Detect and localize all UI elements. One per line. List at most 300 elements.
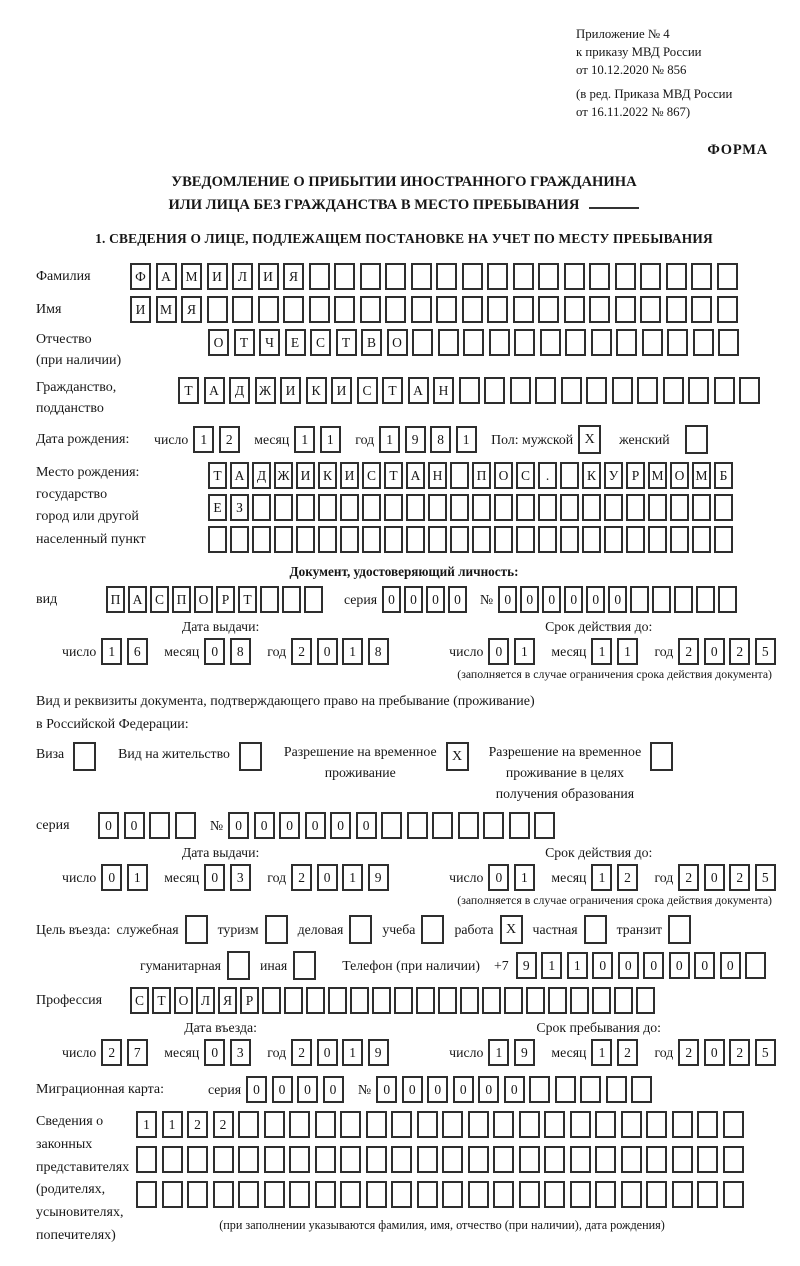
char-box[interactable] bbox=[621, 1181, 642, 1208]
char-box[interactable] bbox=[516, 526, 535, 553]
char-box[interactable]: 0 bbox=[478, 1076, 499, 1103]
char-box[interactable]: 0 bbox=[317, 1039, 338, 1066]
char-box[interactable] bbox=[487, 296, 508, 323]
char-box[interactable] bbox=[438, 987, 457, 1014]
stay-day-boxes[interactable] bbox=[488, 1039, 539, 1066]
char-box[interactable] bbox=[406, 526, 425, 553]
char-box[interactable] bbox=[289, 1146, 310, 1173]
char-box[interactable]: И bbox=[280, 377, 301, 404]
char-box[interactable] bbox=[565, 329, 586, 356]
char-box[interactable]: С bbox=[516, 462, 535, 489]
char-box[interactable]: А bbox=[204, 377, 225, 404]
guardians-row3-boxes[interactable] bbox=[136, 1181, 748, 1208]
char-box[interactable]: 2 bbox=[291, 1039, 312, 1066]
char-box[interactable]: Я bbox=[283, 263, 304, 290]
char-box[interactable]: 1 bbox=[342, 638, 363, 665]
char-box[interactable] bbox=[544, 1111, 565, 1138]
char-box[interactable]: 7 bbox=[127, 1039, 148, 1066]
char-box[interactable] bbox=[672, 1111, 693, 1138]
iddoc-valid-year-boxes[interactable] bbox=[678, 638, 780, 665]
char-box[interactable] bbox=[436, 296, 457, 323]
char-box[interactable] bbox=[723, 1181, 744, 1208]
char-box[interactable]: 9 bbox=[368, 1039, 389, 1066]
char-box[interactable]: 9 bbox=[405, 426, 426, 453]
char-box[interactable]: 1 bbox=[294, 426, 315, 453]
char-box[interactable] bbox=[723, 1146, 744, 1173]
char-box[interactable] bbox=[615, 296, 636, 323]
char-box[interactable] bbox=[252, 494, 271, 521]
char-box[interactable] bbox=[334, 263, 355, 290]
temp-residence-edu-checkbox[interactable] bbox=[650, 742, 673, 771]
char-box[interactable] bbox=[595, 1111, 616, 1138]
char-box[interactable] bbox=[714, 377, 735, 404]
residence-valid-year-boxes[interactable] bbox=[678, 864, 780, 891]
char-box[interactable] bbox=[621, 1146, 642, 1173]
char-box[interactable] bbox=[612, 377, 633, 404]
male-checkbox[interactable]: X bbox=[578, 425, 601, 454]
iddoc-valid-month-boxes[interactable] bbox=[591, 638, 642, 665]
char-box[interactable]: 5 bbox=[755, 1039, 776, 1066]
char-box[interactable] bbox=[366, 1111, 387, 1138]
char-box[interactable]: И bbox=[340, 462, 359, 489]
char-box[interactable] bbox=[555, 1076, 576, 1103]
char-box[interactable] bbox=[462, 263, 483, 290]
residence-valid-day-boxes[interactable] bbox=[488, 864, 539, 891]
char-box[interactable] bbox=[631, 1076, 652, 1103]
char-box[interactable] bbox=[385, 296, 406, 323]
char-box[interactable] bbox=[646, 1111, 667, 1138]
birthplace-row2-boxes[interactable] bbox=[208, 494, 736, 521]
char-box[interactable] bbox=[591, 329, 612, 356]
char-box[interactable] bbox=[630, 586, 649, 613]
char-box[interactable]: Я bbox=[181, 296, 202, 323]
char-box[interactable]: Т bbox=[234, 329, 255, 356]
char-box[interactable]: О bbox=[194, 586, 213, 613]
char-box[interactable] bbox=[384, 494, 403, 521]
char-box[interactable]: 1 bbox=[342, 1039, 363, 1066]
char-box[interactable] bbox=[570, 987, 589, 1014]
char-box[interactable] bbox=[315, 1111, 336, 1138]
char-box[interactable] bbox=[516, 494, 535, 521]
char-box[interactable]: И bbox=[296, 462, 315, 489]
char-box[interactable]: Т bbox=[152, 987, 171, 1014]
char-box[interactable] bbox=[309, 263, 330, 290]
char-box[interactable] bbox=[513, 296, 534, 323]
char-box[interactable]: С bbox=[130, 987, 149, 1014]
char-box[interactable] bbox=[688, 377, 709, 404]
char-box[interactable] bbox=[640, 296, 661, 323]
char-box[interactable] bbox=[666, 263, 687, 290]
char-box[interactable] bbox=[372, 987, 391, 1014]
char-box[interactable]: 0 bbox=[426, 586, 445, 613]
char-box[interactable] bbox=[274, 494, 293, 521]
char-box[interactable]: О bbox=[208, 329, 229, 356]
char-box[interactable]: 0 bbox=[586, 586, 605, 613]
char-box[interactable] bbox=[616, 329, 637, 356]
char-box[interactable]: Л bbox=[232, 263, 253, 290]
char-box[interactable] bbox=[494, 494, 513, 521]
char-box[interactable] bbox=[411, 296, 432, 323]
char-box[interactable] bbox=[450, 526, 469, 553]
char-box[interactable]: 2 bbox=[617, 864, 638, 891]
char-box[interactable] bbox=[718, 586, 737, 613]
char-box[interactable] bbox=[582, 526, 601, 553]
char-box[interactable]: 0 bbox=[448, 586, 467, 613]
char-box[interactable] bbox=[636, 987, 655, 1014]
char-box[interactable] bbox=[258, 296, 279, 323]
char-box[interactable] bbox=[213, 1146, 234, 1173]
char-box[interactable] bbox=[723, 1111, 744, 1138]
char-box[interactable] bbox=[589, 296, 610, 323]
char-box[interactable]: 2 bbox=[291, 638, 312, 665]
char-box[interactable]: 0 bbox=[297, 1076, 318, 1103]
char-box[interactable]: 2 bbox=[617, 1039, 638, 1066]
char-box[interactable] bbox=[436, 263, 457, 290]
familiya-boxes[interactable] bbox=[130, 263, 742, 290]
char-box[interactable] bbox=[538, 494, 557, 521]
birthplace-row3-boxes[interactable] bbox=[208, 526, 736, 553]
char-box[interactable]: 1 bbox=[617, 638, 638, 665]
char-box[interactable] bbox=[509, 812, 530, 839]
char-box[interactable]: 1 bbox=[162, 1111, 183, 1138]
char-box[interactable] bbox=[406, 494, 425, 521]
char-box[interactable] bbox=[412, 329, 433, 356]
char-box[interactable]: 0 bbox=[520, 586, 539, 613]
birth-day-boxes[interactable] bbox=[193, 426, 244, 453]
char-box[interactable] bbox=[306, 987, 325, 1014]
char-box[interactable] bbox=[560, 494, 579, 521]
char-box[interactable] bbox=[362, 526, 381, 553]
char-box[interactable]: 2 bbox=[101, 1039, 122, 1066]
char-box[interactable] bbox=[284, 987, 303, 1014]
char-box[interactable] bbox=[595, 1181, 616, 1208]
char-box[interactable]: 0 bbox=[101, 864, 122, 891]
char-box[interactable] bbox=[350, 987, 369, 1014]
char-box[interactable] bbox=[493, 1146, 514, 1173]
char-box[interactable] bbox=[693, 329, 714, 356]
char-box[interactable] bbox=[519, 1181, 540, 1208]
iddoc-valid-day-boxes[interactable] bbox=[488, 638, 539, 665]
char-box[interactable]: О bbox=[174, 987, 193, 1014]
char-box[interactable] bbox=[718, 329, 739, 356]
char-box[interactable]: 0 bbox=[564, 586, 583, 613]
char-box[interactable] bbox=[282, 586, 301, 613]
char-box[interactable] bbox=[514, 329, 535, 356]
char-box[interactable] bbox=[472, 494, 491, 521]
char-box[interactable]: Т bbox=[384, 462, 403, 489]
char-box[interactable]: 0 bbox=[228, 812, 249, 839]
char-box[interactable] bbox=[592, 987, 611, 1014]
char-box[interactable]: А bbox=[230, 462, 249, 489]
char-box[interactable] bbox=[274, 526, 293, 553]
char-box[interactable] bbox=[561, 377, 582, 404]
char-box[interactable] bbox=[264, 1146, 285, 1173]
char-box[interactable] bbox=[417, 1111, 438, 1138]
char-box[interactable]: 1 bbox=[591, 1039, 612, 1066]
char-box[interactable] bbox=[667, 329, 688, 356]
char-box[interactable]: 0 bbox=[694, 952, 715, 979]
char-box[interactable] bbox=[615, 263, 636, 290]
char-box[interactable]: 0 bbox=[504, 1076, 525, 1103]
char-box[interactable]: 0 bbox=[305, 812, 326, 839]
char-box[interactable] bbox=[564, 296, 585, 323]
char-box[interactable]: 1 bbox=[379, 426, 400, 453]
char-box[interactable] bbox=[589, 263, 610, 290]
char-box[interactable] bbox=[621, 1111, 642, 1138]
char-box[interactable]: Д bbox=[252, 462, 271, 489]
char-box[interactable] bbox=[432, 812, 453, 839]
char-box[interactable] bbox=[519, 1111, 540, 1138]
char-box[interactable]: 0 bbox=[488, 864, 509, 891]
char-box[interactable] bbox=[614, 987, 633, 1014]
char-box[interactable]: Т bbox=[336, 329, 357, 356]
char-box[interactable] bbox=[264, 1111, 285, 1138]
char-box[interactable] bbox=[489, 329, 510, 356]
char-box[interactable] bbox=[162, 1146, 183, 1173]
char-box[interactable]: 2 bbox=[291, 864, 312, 891]
char-box[interactable]: 1 bbox=[320, 426, 341, 453]
birthplace-row1-boxes[interactable] bbox=[208, 462, 736, 489]
char-box[interactable] bbox=[360, 296, 381, 323]
char-box[interactable] bbox=[637, 377, 658, 404]
char-box[interactable]: И bbox=[130, 296, 151, 323]
char-box[interactable] bbox=[468, 1181, 489, 1208]
char-box[interactable] bbox=[438, 329, 459, 356]
residence-issue-month-boxes[interactable] bbox=[204, 864, 255, 891]
char-box[interactable] bbox=[663, 377, 684, 404]
char-box[interactable]: К bbox=[582, 462, 601, 489]
temp-residence-checkbox[interactable]: X bbox=[446, 742, 469, 771]
profession-boxes[interactable] bbox=[130, 987, 658, 1014]
char-box[interactable] bbox=[570, 1146, 591, 1173]
migration-number-boxes[interactable] bbox=[376, 1076, 657, 1103]
char-box[interactable] bbox=[187, 1146, 208, 1173]
char-box[interactable] bbox=[717, 263, 738, 290]
guardians-row1-boxes[interactable] bbox=[136, 1111, 748, 1138]
char-box[interactable] bbox=[340, 494, 359, 521]
char-box[interactable] bbox=[296, 494, 315, 521]
char-box[interactable] bbox=[360, 263, 381, 290]
char-box[interactable] bbox=[416, 987, 435, 1014]
doc-type-boxes[interactable] bbox=[106, 586, 326, 613]
char-box[interactable] bbox=[315, 1146, 336, 1173]
char-box[interactable]: А bbox=[156, 263, 177, 290]
char-box[interactable]: 9 bbox=[514, 1039, 535, 1066]
char-box[interactable] bbox=[534, 812, 555, 839]
char-box[interactable] bbox=[366, 1146, 387, 1173]
char-box[interactable] bbox=[670, 494, 689, 521]
char-box[interactable]: 0 bbox=[669, 952, 690, 979]
char-box[interactable] bbox=[642, 329, 663, 356]
char-box[interactable] bbox=[646, 1181, 667, 1208]
char-box[interactable]: 8 bbox=[230, 638, 251, 665]
char-box[interactable]: Ж bbox=[255, 377, 276, 404]
char-box[interactable]: П bbox=[106, 586, 125, 613]
char-box[interactable]: 0 bbox=[356, 812, 377, 839]
char-box[interactable] bbox=[692, 526, 711, 553]
char-box[interactable]: 1 bbox=[567, 952, 588, 979]
char-box[interactable]: 0 bbox=[704, 864, 725, 891]
char-box[interactable]: 0 bbox=[704, 638, 725, 665]
char-box[interactable]: С bbox=[362, 462, 381, 489]
char-box[interactable] bbox=[394, 987, 413, 1014]
char-box[interactable] bbox=[238, 1146, 259, 1173]
char-box[interactable] bbox=[666, 296, 687, 323]
char-box[interactable]: 0 bbox=[704, 1039, 725, 1066]
guardians-row2-boxes[interactable] bbox=[136, 1146, 748, 1173]
char-box[interactable] bbox=[304, 586, 323, 613]
char-box[interactable] bbox=[232, 296, 253, 323]
char-box[interactable] bbox=[604, 526, 623, 553]
char-box[interactable]: К bbox=[306, 377, 327, 404]
char-box[interactable]: Р bbox=[626, 462, 645, 489]
char-box[interactable]: 1 bbox=[591, 864, 612, 891]
char-box[interactable] bbox=[208, 526, 227, 553]
char-box[interactable] bbox=[289, 1181, 310, 1208]
purpose-humanitarian-checkbox[interactable] bbox=[227, 951, 250, 980]
char-box[interactable]: М bbox=[648, 462, 667, 489]
char-box[interactable] bbox=[482, 987, 501, 1014]
char-box[interactable]: 2 bbox=[678, 864, 699, 891]
char-box[interactable]: 2 bbox=[729, 864, 750, 891]
char-box[interactable]: И bbox=[207, 263, 228, 290]
char-box[interactable] bbox=[535, 377, 556, 404]
char-box[interactable]: К bbox=[318, 462, 337, 489]
char-box[interactable]: Я bbox=[218, 987, 237, 1014]
char-box[interactable] bbox=[318, 494, 337, 521]
char-box[interactable] bbox=[626, 526, 645, 553]
char-box[interactable]: 1 bbox=[193, 426, 214, 453]
char-box[interactable] bbox=[717, 296, 738, 323]
char-box[interactable] bbox=[458, 812, 479, 839]
birth-year-boxes[interactable] bbox=[379, 426, 481, 453]
char-box[interactable]: 3 bbox=[230, 864, 251, 891]
char-box[interactable]: 1 bbox=[514, 864, 535, 891]
char-box[interactable]: 0 bbox=[323, 1076, 344, 1103]
char-box[interactable]: 9 bbox=[516, 952, 537, 979]
char-box[interactable]: 2 bbox=[219, 426, 240, 453]
char-box[interactable] bbox=[595, 1146, 616, 1173]
char-box[interactable]: 0 bbox=[279, 812, 300, 839]
char-box[interactable]: С bbox=[150, 586, 169, 613]
char-box[interactable]: Т bbox=[178, 377, 199, 404]
female-checkbox[interactable] bbox=[685, 425, 708, 454]
char-box[interactable]: 5 bbox=[755, 864, 776, 891]
char-box[interactable] bbox=[648, 494, 667, 521]
char-box[interactable] bbox=[238, 1181, 259, 1208]
char-box[interactable] bbox=[626, 494, 645, 521]
char-box[interactable]: М bbox=[156, 296, 177, 323]
char-box[interactable]: 0 bbox=[404, 586, 423, 613]
char-box[interactable] bbox=[538, 526, 557, 553]
char-box[interactable] bbox=[460, 987, 479, 1014]
char-box[interactable] bbox=[468, 1111, 489, 1138]
char-box[interactable]: З bbox=[230, 494, 249, 521]
char-box[interactable] bbox=[207, 296, 228, 323]
char-box[interactable] bbox=[697, 1181, 718, 1208]
char-box[interactable]: М bbox=[181, 263, 202, 290]
char-box[interactable]: О bbox=[670, 462, 689, 489]
char-box[interactable]: Б bbox=[714, 462, 733, 489]
char-box[interactable]: 0 bbox=[124, 812, 145, 839]
otchestvo-boxes[interactable] bbox=[208, 329, 744, 356]
char-box[interactable]: 0 bbox=[720, 952, 741, 979]
phone-boxes[interactable] bbox=[516, 952, 771, 979]
char-box[interactable] bbox=[260, 586, 279, 613]
char-box[interactable] bbox=[586, 377, 607, 404]
char-box[interactable] bbox=[472, 526, 491, 553]
char-box[interactable] bbox=[340, 1146, 361, 1173]
char-box[interactable]: 0 bbox=[204, 638, 225, 665]
char-box[interactable] bbox=[252, 526, 271, 553]
char-box[interactable]: 0 bbox=[402, 1076, 423, 1103]
imya-boxes[interactable] bbox=[130, 296, 742, 323]
char-box[interactable]: 3 bbox=[230, 1039, 251, 1066]
char-box[interactable]: М bbox=[692, 462, 711, 489]
char-box[interactable] bbox=[510, 377, 531, 404]
char-box[interactable]: 1 bbox=[514, 638, 535, 665]
char-box[interactable] bbox=[560, 462, 579, 489]
char-box[interactable] bbox=[504, 987, 523, 1014]
char-box[interactable] bbox=[459, 377, 480, 404]
char-box[interactable] bbox=[462, 296, 483, 323]
purpose-business-checkbox[interactable] bbox=[349, 915, 372, 944]
char-box[interactable]: 0 bbox=[317, 864, 338, 891]
char-box[interactable] bbox=[385, 263, 406, 290]
char-box[interactable] bbox=[442, 1146, 463, 1173]
char-box[interactable]: . bbox=[538, 462, 557, 489]
residence-issue-year-boxes[interactable] bbox=[291, 864, 393, 891]
char-box[interactable] bbox=[391, 1146, 412, 1173]
char-box[interactable] bbox=[238, 1111, 259, 1138]
char-box[interactable]: 0 bbox=[98, 812, 119, 839]
char-box[interactable]: П bbox=[172, 586, 191, 613]
char-box[interactable]: 5 bbox=[755, 638, 776, 665]
char-box[interactable] bbox=[468, 1146, 489, 1173]
char-box[interactable] bbox=[564, 263, 585, 290]
char-box[interactable] bbox=[652, 586, 671, 613]
char-box[interactable]: 0 bbox=[246, 1076, 267, 1103]
char-box[interactable]: 2 bbox=[729, 1039, 750, 1066]
char-box[interactable]: 9 bbox=[368, 864, 389, 891]
residence-issue-day-boxes[interactable] bbox=[101, 864, 152, 891]
char-box[interactable] bbox=[529, 1076, 550, 1103]
iddoc-issue-year-boxes[interactable] bbox=[291, 638, 393, 665]
char-box[interactable] bbox=[289, 1111, 310, 1138]
char-box[interactable] bbox=[670, 526, 689, 553]
char-box[interactable] bbox=[442, 1181, 463, 1208]
char-box[interactable] bbox=[714, 494, 733, 521]
char-box[interactable]: О bbox=[494, 462, 513, 489]
migration-seriya-boxes[interactable] bbox=[246, 1076, 348, 1103]
char-box[interactable] bbox=[187, 1181, 208, 1208]
char-box[interactable] bbox=[309, 296, 330, 323]
char-box[interactable]: 0 bbox=[427, 1076, 448, 1103]
char-box[interactable]: 0 bbox=[488, 638, 509, 665]
char-box[interactable] bbox=[136, 1146, 157, 1173]
char-box[interactable]: 0 bbox=[498, 586, 517, 613]
char-box[interactable] bbox=[544, 1146, 565, 1173]
char-box[interactable]: 0 bbox=[542, 586, 561, 613]
char-box[interactable]: 1 bbox=[456, 426, 477, 453]
char-box[interactable] bbox=[493, 1181, 514, 1208]
char-box[interactable] bbox=[674, 586, 693, 613]
char-box[interactable] bbox=[318, 526, 337, 553]
char-box[interactable]: В bbox=[361, 329, 382, 356]
char-box[interactable] bbox=[315, 1181, 336, 1208]
char-box[interactable] bbox=[230, 526, 249, 553]
char-box[interactable] bbox=[697, 1111, 718, 1138]
